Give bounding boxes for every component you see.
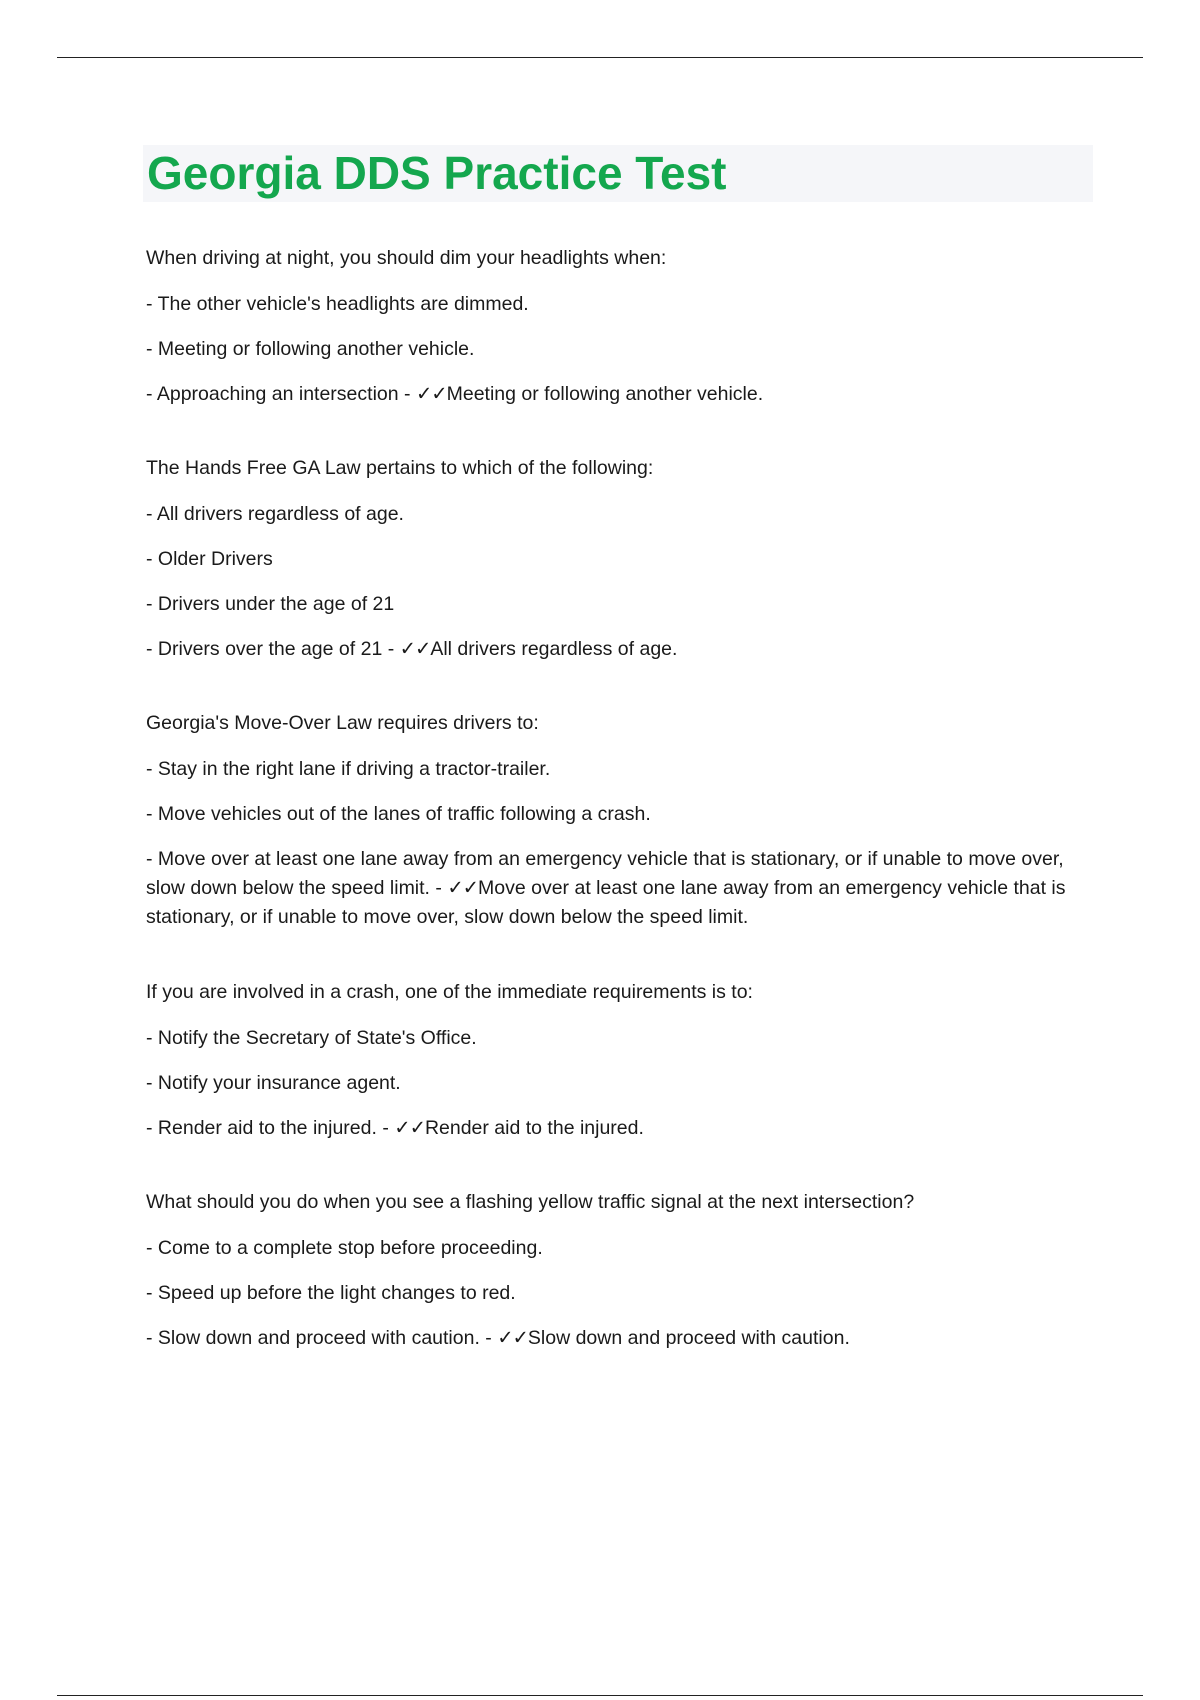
- option-text: All drivers regardless of age.: [156, 503, 404, 525]
- correct-answer: Move over at least one lane away from an emergency vehicle that is stationary, or if unable to move over, slow down below the speed limit.: [146, 877, 1066, 928]
- option-text: Notify your insurance agent.: [157, 1072, 401, 1094]
- answer-option: - Slow down and proceed with caution. - ✓✓Slow down and proceed with caution.: [146, 1327, 850, 1349]
- option-text: Notify the Secretary of State's Office.: [157, 1027, 477, 1049]
- top-rule: [57, 57, 1143, 58]
- question-text: The Hands Free GA Law pertains to which of the following:: [146, 457, 654, 479]
- check-icon: ✓✓: [394, 1117, 425, 1139]
- answer-option: - All drivers regardless of age.: [146, 503, 404, 525]
- answer-option: - Meeting or following another vehicle.: [146, 338, 475, 360]
- answer-option: - Move vehicles out of the lanes of traffic following a crash.: [146, 803, 651, 825]
- check-icon: ✓✓: [399, 638, 431, 660]
- answer-option: - The other vehicle's headlights are dimmed.: [146, 293, 529, 315]
- question-block: [146, 978, 1076, 1142]
- option-text: Meeting or following another vehicle.: [157, 338, 475, 360]
- question-block: [146, 1188, 1076, 1352]
- correct-answer: All drivers regardless of age.: [430, 638, 678, 660]
- option-text: The other vehicle's headlights are dimmed.: [157, 293, 529, 315]
- answer-option: - Approaching an intersection - ✓✓Meeting or following another vehicle.: [146, 383, 764, 405]
- correct-answer: Meeting or following another vehicle.: [446, 383, 764, 405]
- check-icon: ✓✓: [497, 1327, 528, 1349]
- question-text: If you are involved in a crash, one of the immediate requirements is to:: [146, 981, 753, 1003]
- correct-answer: Render aid to the injured.: [424, 1117, 644, 1139]
- answer-option: - Notify the Secretary of State's Office.: [146, 1027, 477, 1049]
- answer-option: - Come to a complete stop before proceeding.: [146, 1237, 543, 1259]
- question-text: Georgia's Move-Over Law requires drivers to:: [146, 712, 539, 734]
- option-text: Move vehicles out of the lanes of traffic following a crash.: [157, 803, 651, 825]
- bottom-rule: [57, 1695, 1143, 1696]
- check-icon: ✓✓: [447, 877, 479, 899]
- answer-option: - Speed up before the light changes to red.: [146, 1282, 516, 1304]
- answer-option: - Drivers under the age of 21: [146, 593, 395, 615]
- option-text: Older Drivers: [157, 548, 273, 570]
- question-text: What should you do when you see a flashing yellow traffic signal at the next intersection?: [146, 1191, 915, 1213]
- option-text: Move over at least one lane away from an emergency vehicle that is stationary, or if unable to move over, slow down below the speed limit.: [146, 848, 1064, 899]
- question-block: [146, 244, 1076, 408]
- question-text: When driving at night, you should dim your headlights when:: [146, 247, 667, 269]
- question-list: [146, 244, 1076, 1398]
- option-text: Approaching an intersection: [156, 383, 399, 405]
- answer-option: - Notify your insurance agent.: [146, 1072, 401, 1094]
- option-text: Drivers under the age of 21: [157, 593, 395, 615]
- question-block: [146, 709, 1076, 932]
- option-text: Come to a complete stop before proceeding.: [157, 1237, 543, 1259]
- answer-option: - Render aid to the injured. - ✓✓Render aid to the injured.: [146, 1117, 644, 1139]
- option-text: Slow down and proceed with caution.: [157, 1327, 480, 1349]
- answer-option: - Older Drivers: [146, 548, 273, 570]
- option-text: Stay in the right lane if driving a tractor-trailer.: [157, 758, 551, 780]
- option-text: Drivers over the age of 21: [157, 638, 383, 660]
- answer-option: - Drivers over the age of 21 - ✓✓All drivers regardless of age.: [146, 638, 678, 660]
- page-title: Georgia DDS Practice Test: [147, 147, 727, 199]
- option-text: Speed up before the light changes to red.: [157, 1282, 516, 1304]
- question-block: [146, 454, 1076, 663]
- answer-option: - Move over at least one lane away from an emergency vehicle that is stationary, or if unable to move over, slow down below the speed limit. - ✓✓Move over at least one lane away from an emergency vehicle that is stationary, or if unable to move over, slow down below the speed limit.: [146, 848, 1066, 928]
- check-icon: ✓✓: [415, 383, 447, 405]
- option-text: Render aid to the injured.: [157, 1117, 377, 1139]
- answer-option: - Stay in the right lane if driving a tractor-trailer.: [146, 758, 551, 780]
- correct-answer: Slow down and proceed with caution.: [527, 1327, 850, 1349]
